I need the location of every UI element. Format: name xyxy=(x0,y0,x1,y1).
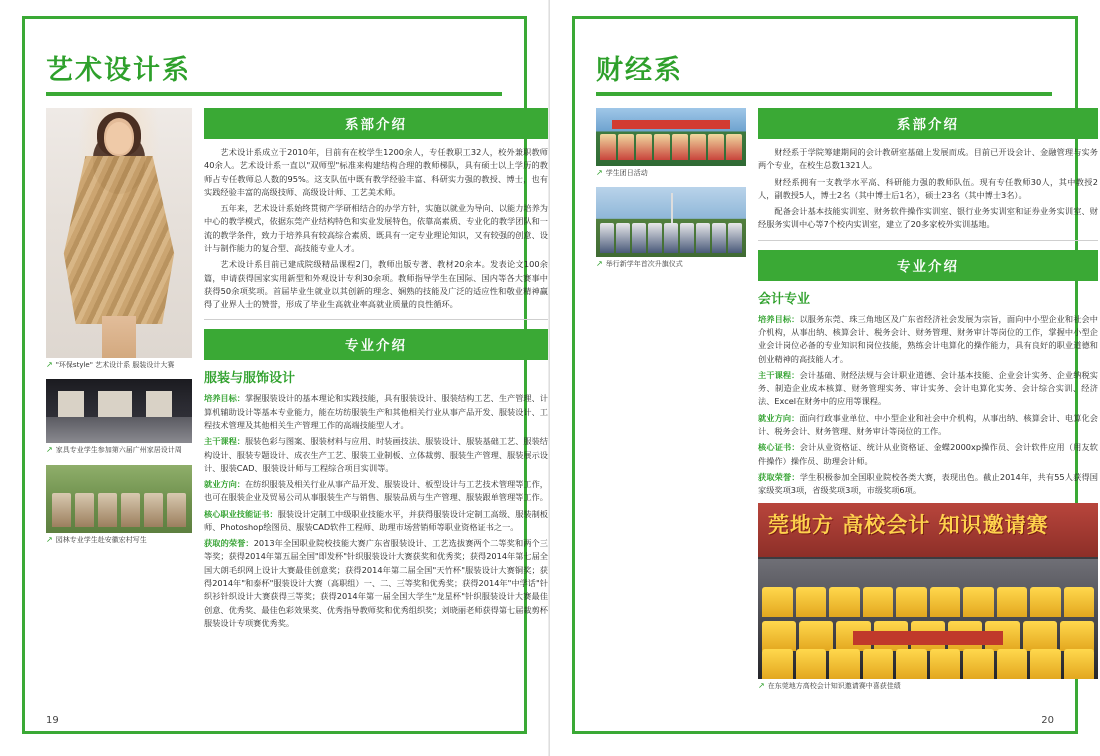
major-item-text: 服装设计定制工中级职业技能水平，并获得服装设计定制工高级、服装制板师、Photoshop绘图员、服装CAD软件工程师、助理市场营销师等职业资格证书之一。 xyxy=(204,508,548,532)
sketch-photo xyxy=(46,465,192,533)
major-name: 服装与服饰设计 xyxy=(204,371,296,387)
title-underline xyxy=(596,92,1052,96)
major-item-text: 学生积极参加全国职业院校各类大赛，表现出色。截止2014年，共有55人获得国家级奖项3项，省级奖项3项，市级奖项6项。 xyxy=(758,471,1098,496)
major-item xyxy=(758,471,1098,498)
major-item xyxy=(758,369,1098,409)
page-frame-bottom xyxy=(572,731,1078,734)
caption-arrow-icon: ↗ xyxy=(46,534,53,544)
major-item-text: 2013年全国职业院校技能大赛广东省服装设计、工艺选拔赛两个二等奖和两个三等奖；获得2014年第五届全国"即发杯"针织服装设计大赛获奖和优秀奖；获得2014年第七届全国大朗毛织网上设计大赛最佳创意奖；获得2014年第二届全国"天竹杯"服装设计大赛铜奖；获得2014年"和泰杯"服装设计大赛（高职组）一、二、三等奖和优秀奖；获得2014年"中学话"针织衫针织设计大赛获得三等奖；获得2014年第一届全国大学生"龙星杯"针织服装设计大赛最佳创意、优秀奖、最佳色彩效果奖、优秀指导教师奖和优秀组织奖；刘晓丽老师获得第七届裁剪杯服装设计专项赛优秀奖。 xyxy=(204,538,548,628)
major-item-label: 核心职业技能证书： xyxy=(204,508,278,519)
accounting-contest-photo xyxy=(758,503,1098,679)
right-text-column xyxy=(758,108,1098,701)
right-page xyxy=(550,0,1100,756)
major-item-text: 会计基础、财经法规与会计职业道德、会计基本技能、企业会计实务、企业纳税实务、制造企业成本核算、财务管理实务、审计实务、会计电算化实务、会计综合实训、经济法、Excel在财务中的应用等课程。 xyxy=(758,369,1098,407)
major-item xyxy=(204,537,548,630)
right-photo-column xyxy=(596,108,746,279)
model-photo xyxy=(46,108,192,358)
major-item-text: 以服务东莞、珠三角地区及广东省经济社会发展为宗旨，面向中小型企业和社会中介机构，从事出纳、核算会计、税务会计、财务管理、财务审计等岗位的工作，掌握中小型企业会计岗位必备的专业知识和岗位技能，熟练会计电算化的操作能力，具有良好的职业道德和创业精神的高技能人才。 xyxy=(758,313,1098,364)
caption-arrow-icon: ↗ xyxy=(46,445,53,455)
major-item xyxy=(204,435,548,475)
major-name: 会计专业 xyxy=(758,291,811,307)
flag-ceremony-photo-caption: ↗ 举行新学年首次升旗仪式 xyxy=(596,259,683,269)
caption-arrow-icon: ↗ xyxy=(46,360,53,369)
major-item xyxy=(204,478,548,505)
section-header-major: 专业介绍 xyxy=(758,250,1098,281)
caption-arrow-icon: ↗ xyxy=(596,259,603,269)
major-item xyxy=(758,441,1098,468)
major-item-label: 就业方向： xyxy=(204,479,245,490)
page-title: 财经系 xyxy=(596,55,683,86)
caption-arrow-icon: ↗ xyxy=(758,681,765,691)
major-item-label: 获取荣誉： xyxy=(758,471,800,482)
section-header-major: 专业介绍 xyxy=(204,329,548,360)
major-item-label: 主干课程： xyxy=(758,369,800,380)
major-item-label: 主干课程： xyxy=(204,436,245,447)
page-frame-left xyxy=(572,16,575,734)
page-frame-top xyxy=(22,16,527,19)
section-header-intro: 系部介绍 xyxy=(758,108,1098,139)
major-item-label: 培养目标： xyxy=(204,393,245,404)
major-item-text: 在纺织服装及相关行业从事产品开发、服装设计、板型设计与工艺技术管理等工作，也可在服装企业及贸易公司从事服装生产与销售、服装品质与生产管理、服装跟单管理等工作。 xyxy=(204,479,548,503)
flag-ceremony-photo xyxy=(596,187,746,257)
section-divider xyxy=(204,319,548,320)
title-underline xyxy=(46,92,502,96)
caption-arrow-icon: ↗ xyxy=(596,168,603,177)
major-item-label: 获取的荣誉： xyxy=(204,538,254,549)
major-item-label: 核心证书： xyxy=(758,442,800,453)
major-item-label: 就业方向： xyxy=(758,412,800,423)
section-header-intro: 系部介绍 xyxy=(204,108,548,139)
major-item xyxy=(758,412,1098,439)
major-item xyxy=(204,392,548,432)
page-title: 艺术设计系 xyxy=(46,55,191,86)
page-number: 20 xyxy=(1041,715,1054,726)
intro-paragraph: 艺术设计系目前已建成院级精品课程2门，教师出版专著、教材20余本。发表论文100余篇，申请获得国家实用新型和外观设计专利30余项。教师指导学生在国际、国内等各大赛事中获得50余项奖项。首届毕业生就业以其创新的理念、娴熟的技能及广泛的适应性和敬业精神赢得了业界人士的赞誉，形成了毕业生高就业率高就业质量的良性循环。 xyxy=(204,259,548,310)
left-page-columns xyxy=(46,108,548,696)
left-text-column xyxy=(204,108,548,633)
section-divider xyxy=(758,240,1098,241)
page-number: 19 xyxy=(46,715,59,726)
major-item-label: 培养目标： xyxy=(758,313,800,324)
major-item-text: 面向行政事业单位、中小型企业和社会中介机构，从事出纳、核算会计、电算化会计、税务会计、财务管理、财务审计等岗位的工作。 xyxy=(758,412,1098,436)
right-page-columns xyxy=(596,108,1098,696)
page-frame-bottom xyxy=(22,731,527,734)
major-item xyxy=(758,313,1098,366)
intro-paragraph: 艺术设计系成立于2010年，目前有在校学生1200余人，专任教职工32人，校外兼职教师40余人。艺术设计系一直以"双师型"标准来构建结构合理的教师梯队，具有硕士以上学历的教师占专任教师总人数的95%。这支队伍中既有教学经验丰富、科研实力强的教授、博士，也有实践经验丰富的高级技师、高级设计师、工艺美术师。 xyxy=(204,147,548,197)
exhibition-photo-caption: ↗ 家具专业学生参加第六届广州家居设计周 xyxy=(46,445,182,455)
intro-paragraph: 财经系拥有一支教学水平高、科研能力强的教师队伍。现有专任教师30人，其中教授2人，副教授5人，博士2名（其中博士后1名），硕士23名（其中博士3名）。 xyxy=(758,176,1098,200)
model-photo-caption: ↗ "环保style" 艺术设计系 服装设计大赛 xyxy=(46,360,175,369)
student-party-photo xyxy=(596,108,746,166)
major-item-text: 掌握服装设计的基本理论和实践技能，具有服装设计、服装结构工艺、生产管理、计算机辅助设计等基本专业能力，能在坊纺服装生产和其他相关行业从事产品开发、服装设计、工程技术管理及其他相关生产管理工作的高端技能型人才。 xyxy=(204,393,548,430)
intro-paragraph: 五年来，艺术设计系始终贯彻产学研相结合的办学方针，实施以就业为导向、以能力培养为中心的教学模式，依据东莞产业结构特色和实业发展特色，依靠高素质、专业化的教学团队和一流的教学条件，致力于培养具有较高综合素质、既具有一定专业理论知识，又有较强的创意、设计与制作能力的复合型、高技能专业人才。 xyxy=(204,203,548,253)
major-item xyxy=(204,508,548,535)
intro-paragraph: 财经系于学院筹建期间的会计教研室基础上发展而成。目前已开设会计、金融管理与实务两个专业，在校生总数1321人。 xyxy=(758,147,1098,171)
page-frame-top xyxy=(572,16,1078,19)
student-party-photo-caption: ↗ 学生团日活动 xyxy=(596,168,648,177)
major-item-text: 服装色彩与图案、服装材料与应用、时装画技法、服装设计、服装基础工艺、服装结构设计、服装专题设计、成衣生产工艺、服装工业制板、立体裁剪、服装生产管理、服装展示设计、服装CAD、服装设计师与工程综合项目实训等。 xyxy=(204,436,548,473)
major-item-text: 会计从业资格证、统计从业资格证、金蝶2000xp操作员、会计软件应用（用友软件操作）操作员、助理会计师。 xyxy=(758,442,1098,466)
accounting-contest-photo-title: 莞地方 高校会计 知识邀请赛 xyxy=(768,513,1049,538)
left-photo-column xyxy=(46,108,192,554)
sketch-photo-caption: ↗ 园林专业学生赴安徽宏村写生 xyxy=(46,534,147,544)
exhibition-photo xyxy=(46,379,192,443)
intro-paragraph: 配备会计基本技能实训室、财务软件操作实训室、银行业务实训室和证券业务实训室、财经服务实训中心等7个校内实训室，建立了20多家校外实训基地。 xyxy=(758,206,1098,230)
page-frame-left xyxy=(22,16,25,734)
accounting-contest-photo-caption: ↗ 在东莞地方高校会计知识邀请赛中喜获佳绩 xyxy=(758,681,901,691)
